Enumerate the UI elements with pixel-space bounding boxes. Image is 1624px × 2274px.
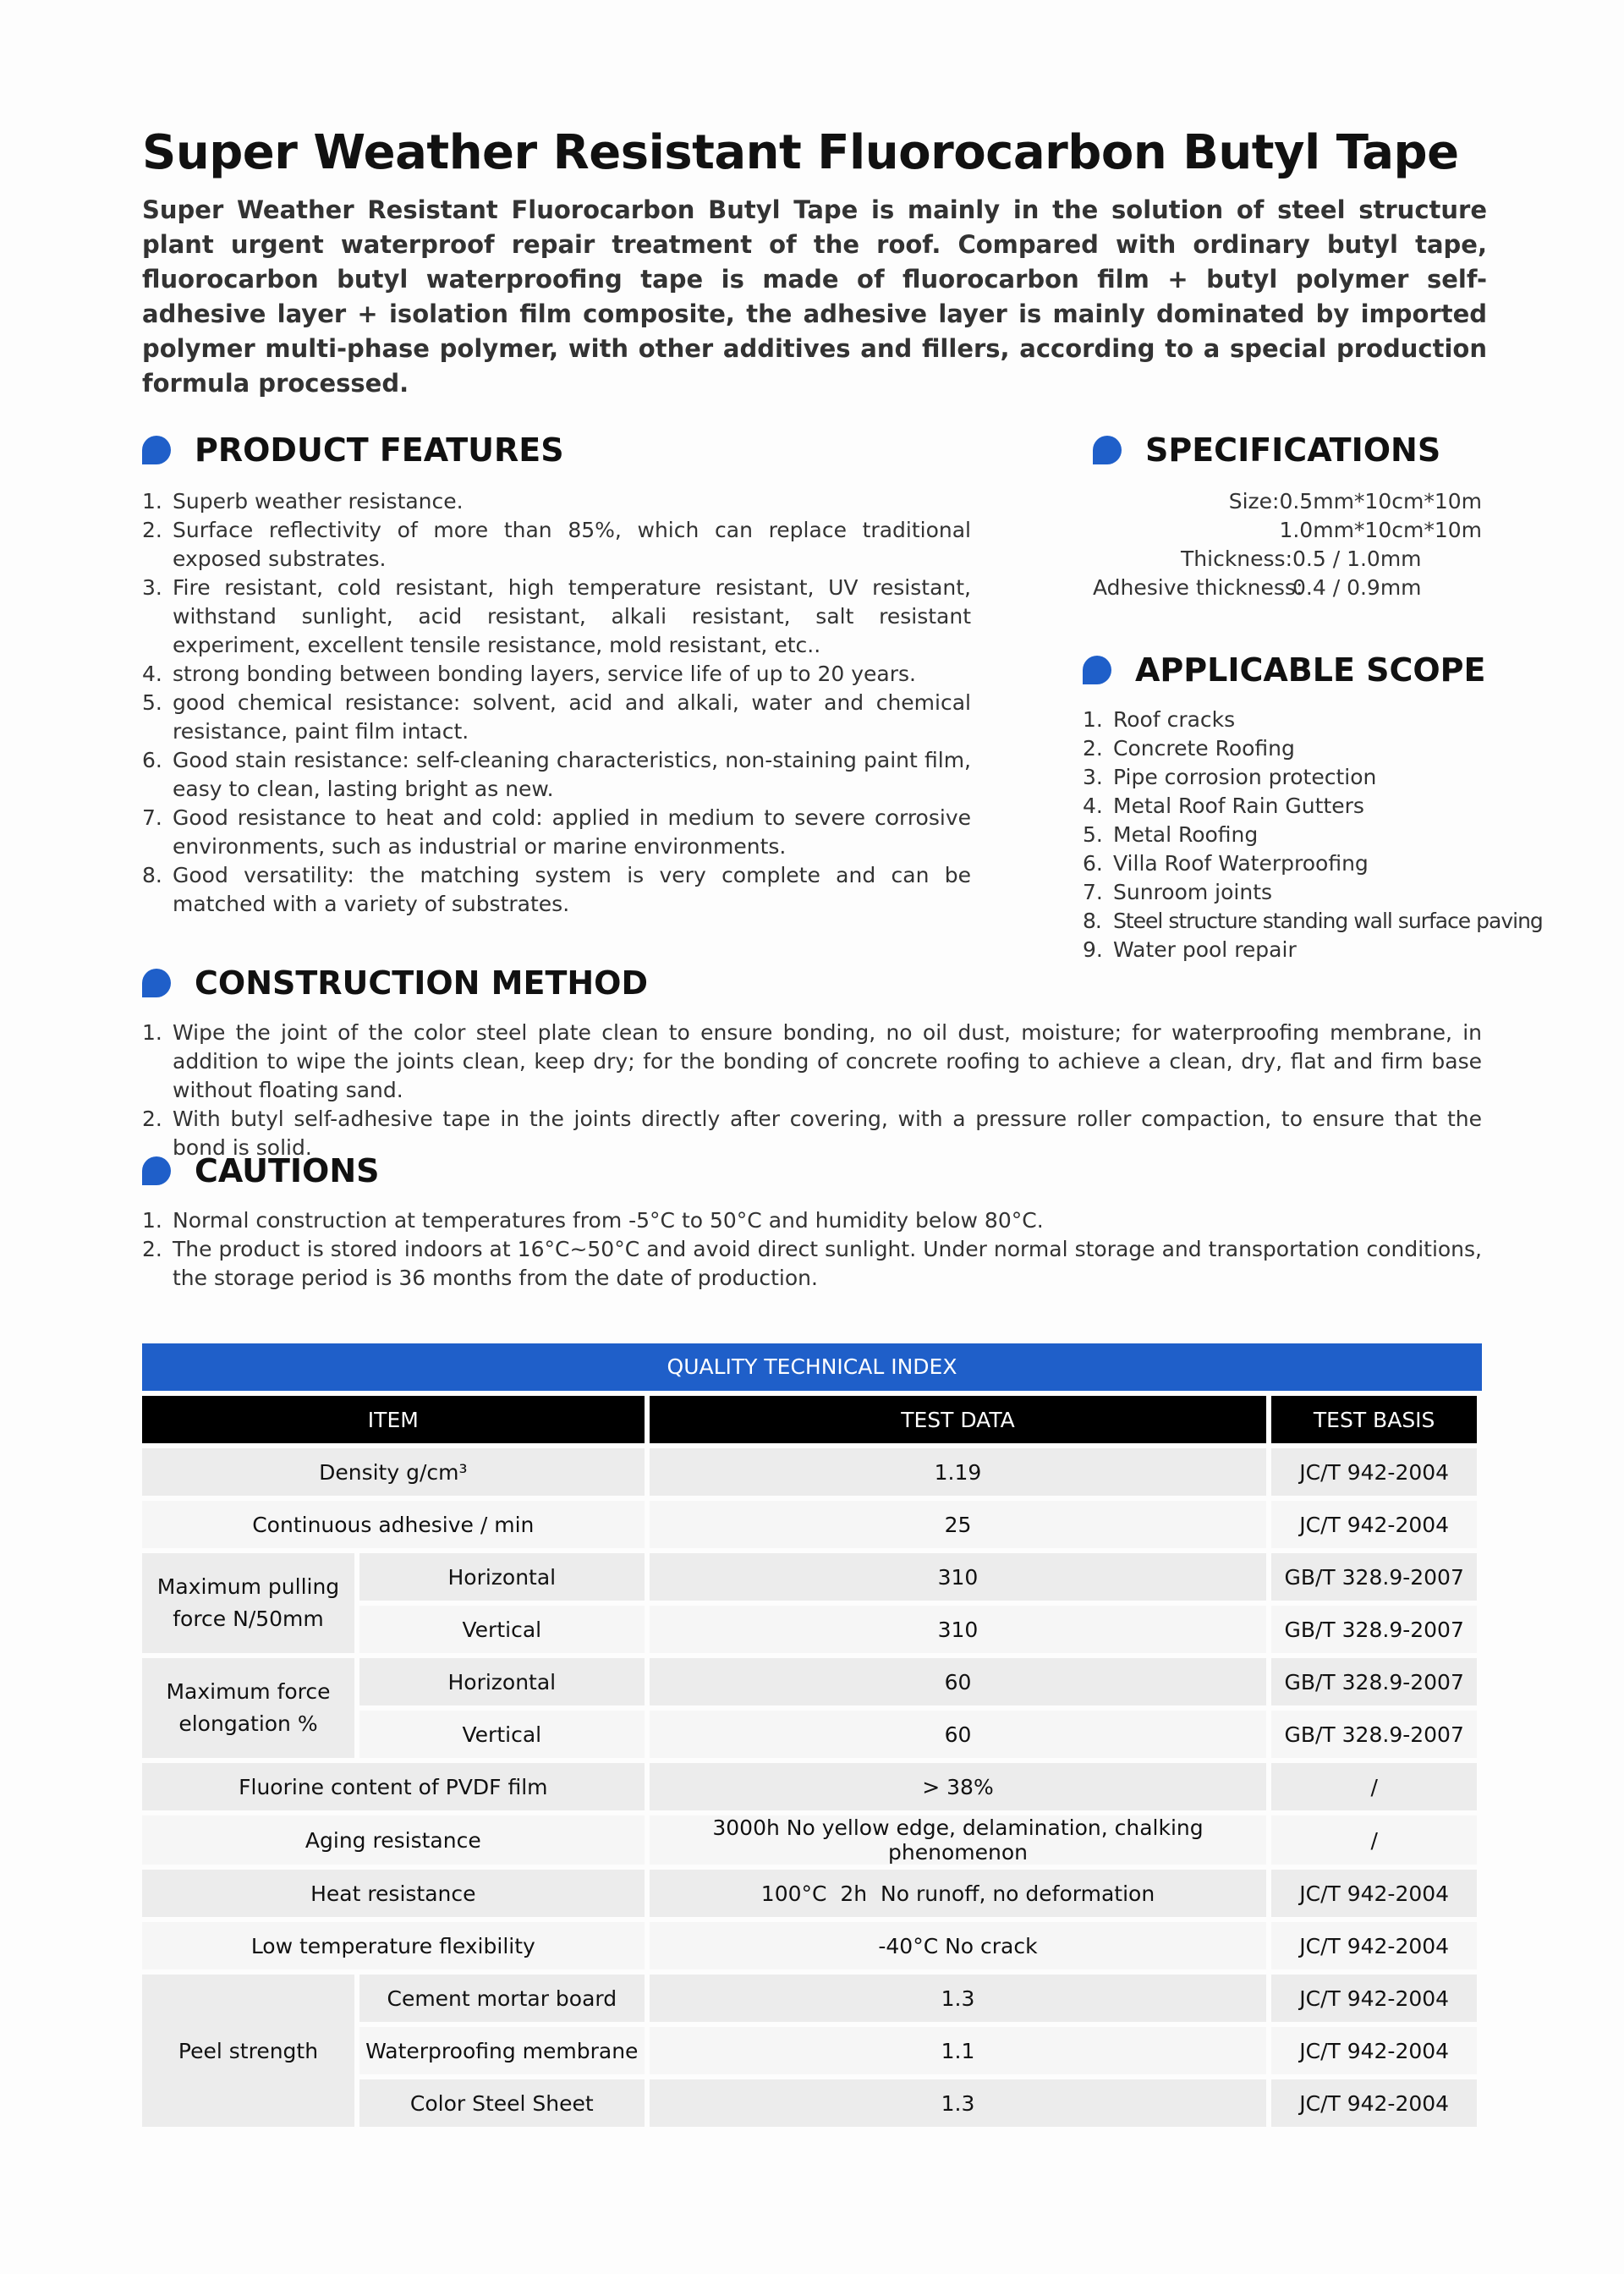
specifications-heading <box>1093 431 1440 469</box>
adhesive-thickness-value: 0.4 / 0.9mm <box>1292 575 1422 600</box>
list-item: 1. Roof cracks <box>1083 707 1236 732</box>
section-bullet-icon <box>142 1156 171 1185</box>
thickness-value: 0.5 / 1.0mm <box>1292 547 1422 571</box>
table-cell: JC/T 942-2004 <box>1271 1448 1477 1496</box>
list-item: 5. Metal Roofing <box>1083 822 1259 847</box>
table-cell: / <box>1271 1815 1477 1865</box>
table-cell: Vertical <box>359 1711 645 1758</box>
table-cell: 1.3 <box>650 2079 1267 2127</box>
table-cell: 60 <box>650 1658 1267 1706</box>
list-item: 2. Surface reflectivity of more than 85%, which can replace traditional exposed substrates. <box>142 518 971 571</box>
table-cell: JC/T 942-2004 <box>1271 2079 1477 2127</box>
size-label: Size: <box>1228 489 1280 514</box>
list-item: 4. strong bonding between bonding layers, service life of up to 20 years. <box>142 662 916 686</box>
list-item: 2. The product is stored indoors at 16°C~50°C and avoid direct sunlight. Under normal storage and transportation conditions, the storage period is 36 months from the date of production. <box>142 1237 1482 1290</box>
table-cell: GB/T 328.9-2007 <box>1271 1553 1477 1601</box>
table-cell: 310 <box>650 1553 1267 1601</box>
table-cell: Density g/cm³ <box>142 1448 645 1496</box>
table-cell: Heat resistance <box>142 1870 645 1917</box>
table-group-cell: Maximum force elongation % <box>142 1658 354 1758</box>
table-row <box>142 1658 1477 1706</box>
section-bullet-icon <box>142 436 171 464</box>
scope-title: APPLICABLE SCOPE <box>1135 651 1486 689</box>
table-group-cell: Peel strength <box>142 1975 354 2127</box>
scope-heading <box>1083 651 1486 689</box>
scope-list <box>1083 706 1543 964</box>
table-cell: > 38% <box>650 1763 1267 1810</box>
table-cell: Low temperature flexibility <box>142 1922 645 1969</box>
table-cell: Waterproofing membrane <box>359 2027 645 2074</box>
features-heading <box>142 431 564 469</box>
table-row <box>142 1501 1477 1548</box>
construction-heading <box>142 964 648 1002</box>
table-cell: Fluorine content of PVDF film <box>142 1763 645 1810</box>
table-row <box>142 1975 1477 2022</box>
cautions-title: CAUTIONS <box>195 1152 380 1189</box>
table-cell: / <box>1271 1763 1477 1810</box>
table-cell: Horizontal <box>359 1658 645 1706</box>
table-cell: JC/T 942-2004 <box>1271 2027 1477 2074</box>
page-title: Super Weather Resistant Fluorocarbon Butyl Tape <box>142 125 1459 180</box>
table-cell: 25 <box>650 1501 1267 1548</box>
thickness-label: Thickness: <box>1181 547 1292 571</box>
table-cell: Color Steel Sheet <box>359 2079 645 2127</box>
column-header-item: ITEM <box>142 1396 645 1443</box>
table-cell: GB/T 328.9-2007 <box>1271 1658 1477 1706</box>
table-title: QUALITY TECHNICAL INDEX <box>142 1343 1482 1391</box>
list-item: 7. Sunroom joints <box>1083 880 1273 904</box>
list-item: 5. good chemical resistance: solvent, acid and alkali, water and chemical resistance, paint film intact. <box>142 690 971 744</box>
list-item: 1. Superb weather resistance. <box>142 489 464 514</box>
intro-paragraph: Super Weather Resistant Fluorocarbon Butyl Tape is mainly in the solution of steel structure plant urgent waterproof repair treatment of the roof. Compared with ordinary butyl tape, fluorocarbon butyl waterproofing tape is made of fluorocarbon film + butyl polymer self-adhesive layer + isolation film composite, the adhesive layer is mainly dominated by imported polymer multi-phase polymer, with other additives and fillers, according to a special production formula processed. <box>142 195 1487 398</box>
section-bullet-icon <box>1083 656 1111 684</box>
table-cell: Cement mortar board <box>359 1975 645 2022</box>
list-item: 6. Villa Roof Waterproofing <box>1083 851 1369 876</box>
table-row <box>142 1553 1477 1601</box>
adhesive-thickness-label: Adhesive thickness: <box>1093 575 1303 600</box>
quality-table-container <box>142 1343 1482 2132</box>
table-cell: 1.19 <box>650 1448 1267 1496</box>
table-row <box>142 1815 1477 1865</box>
list-item: 1. Wipe the joint of the color steel plate clean to ensure bonding, no oil dust, moisture; for waterproofing membrane, in addition to wipe the joints clean, keep dry; for the bonding of concrete roofing to achieve a clean, dry, flat and firm base without floating sand. <box>142 1020 1482 1102</box>
table-cell: 60 <box>650 1711 1267 1758</box>
list-item: 2. Concrete Roofing <box>1083 736 1295 761</box>
cautions-list <box>142 1206 1482 1293</box>
features-list <box>142 487 971 919</box>
list-item: 7. Good resistance to heat and cold: applied in medium to severe corrosive environments, such as industrial or marine environments. <box>142 805 971 859</box>
list-item: 6. Good stain resistance: self-cleaning characteristics, non-staining paint film, easy to clean, lasting bright as new. <box>142 748 971 801</box>
table-cell: JC/T 942-2004 <box>1271 1975 1477 2022</box>
column-header-test-basis: TEST BASIS <box>1271 1396 1477 1443</box>
list-item: 8. Good versatility: the matching system is very complete and can be matched with a variety of substrates. <box>142 863 971 916</box>
table-cell: 310 <box>650 1606 1267 1653</box>
table-cell: -40°C No crack <box>650 1922 1267 1969</box>
quality-technical-index-table <box>137 1391 1482 2132</box>
column-header-test-data: TEST DATA <box>650 1396 1267 1443</box>
section-bullet-icon <box>142 969 171 997</box>
section-bullet-icon <box>1093 436 1122 464</box>
list-item: 8. Steel structure standing wall surface paving <box>1083 909 1543 933</box>
table-row <box>142 1763 1477 1810</box>
specifications-title: SPECIFICATIONS <box>1145 431 1441 469</box>
table-cell: Aging resistance <box>142 1815 645 1865</box>
table-cell: 1.3 <box>650 1975 1267 2022</box>
table-row <box>142 1448 1477 1496</box>
table-cell: 100°C 2h No runoff, no deformation <box>650 1870 1267 1917</box>
table-cell: 3000h No yellow edge, delamination, chalking phenomenon <box>650 1815 1267 1865</box>
table-row <box>142 1870 1477 1917</box>
table-cell: JC/T 942-2004 <box>1271 1922 1477 1969</box>
list-item: 4. Metal Roof Rain Gutters <box>1083 794 1364 818</box>
table-cell: GB/T 328.9-2007 <box>1271 1606 1477 1653</box>
construction-list <box>142 1019 1482 1162</box>
table-row <box>142 1922 1477 1969</box>
list-item: 3. Pipe corrosion protection <box>1083 765 1377 789</box>
table-cell: JC/T 942-2004 <box>1271 1501 1477 1548</box>
table-cell: Continuous adhesive / min <box>142 1501 645 1548</box>
list-item: 9. Water pool repair <box>1083 937 1297 962</box>
list-item: 3. Fire resistant, cold resistant, high temperature resistant, UV resistant, withstand sunlight, acid resistant, alkali resistant, salt resistant experiment, excellent tensile resistance, mold resistant, etc.. <box>142 575 971 657</box>
table-cell: 1.1 <box>650 2027 1267 2074</box>
list-item: 1. Normal construction at temperatures from -5°C to 50°C and humidity below 80°C. <box>142 1208 1044 1233</box>
size-value: 0.5mm*10cm*10m <box>1279 489 1482 514</box>
cautions-heading <box>142 1152 380 1189</box>
specifications-block <box>1093 487 1482 602</box>
construction-title: CONSTRUCTION METHOD <box>195 964 649 1002</box>
table-cell: GB/T 328.9-2007 <box>1271 1711 1477 1758</box>
table-cell: JC/T 942-2004 <box>1271 1870 1477 1917</box>
size-value-2: 1.0mm*10cm*10m <box>1279 518 1482 542</box>
table-group-cell: Maximum pulling force N/50mm <box>142 1553 354 1653</box>
table-cell: Vertical <box>359 1606 645 1653</box>
list-item: 2. With butyl self-adhesive tape in the joints directly after covering, with a pressure roller compaction, to ensure that the bond is solid. <box>142 1107 1482 1160</box>
features-title: PRODUCT FEATURES <box>195 431 564 469</box>
table-cell: Horizontal <box>359 1553 645 1601</box>
